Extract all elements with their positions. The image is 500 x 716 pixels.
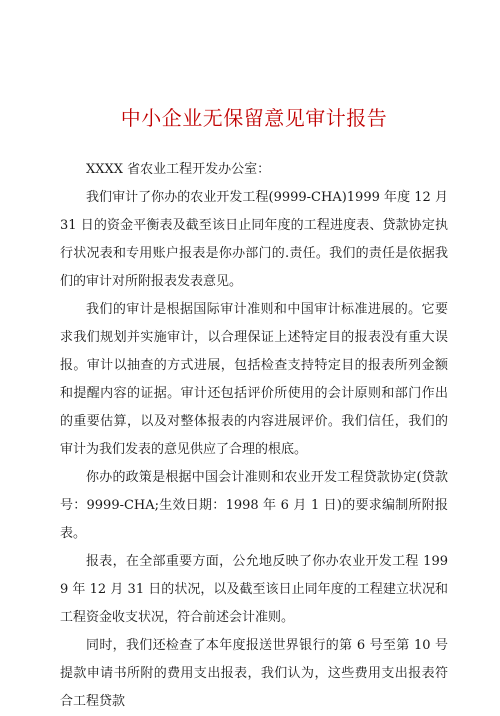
- document-title: 中小企业无保留意见审计报告: [120, 106, 388, 130]
- paragraph-audit-standards: 我们的审计是根据国际审计准则和中国审计标准进展的。它要求我们规划并实施审计，以合理保证上述特定目的报表没有重大误报。审计以抽查的方式进展，包括检查支持特定目的报表所列金额和提醒内容的证据。审计还包括评价所使用的会计原则和部门作出的重要估算，以及对整体报表的内容进展评价。我们信任，我们的审计为我们发表的意见供应了合理的根底。: [60, 302, 448, 457]
- paragraph-audit-scope: 我们审计了你办的农业开发工程(9999-CHA)1999 年度 12 月 31 日的资金平衡表及截至该日止同年度的工程进度表、贷款协定执行状况表和专用账户报表是你办部门的.责任。我们的责任是依据我们的审计对所附报表发表意见。: [60, 190, 448, 289]
- paragraph-accounting-policy: 你办的政策是根据中国会计准则和农业开发工程贷款协定(贷款号：9999-CHA;生效日期：1998 年 6 月 1 日)的要求编制所附报表。: [60, 470, 448, 541]
- paragraph-expenditure-statements: 同时，我们还检查了本年度报送世界银行的第 6 号至第 10 号提款申请书所附的费用支出报表，我们认为，这些费用支出报表符合工程贷款: [60, 638, 448, 709]
- salutation: XXXX 省农业工程开发办公室：: [86, 162, 271, 177]
- paragraph-opinion: 报表，在全部重要方面，公允地反映了你办农业开发工程 1999 年 12 月 31 日的状况，以及截至该日止同年度的工程建立状况和工程资金收支状况，符合前述会计准则。: [60, 554, 448, 625]
